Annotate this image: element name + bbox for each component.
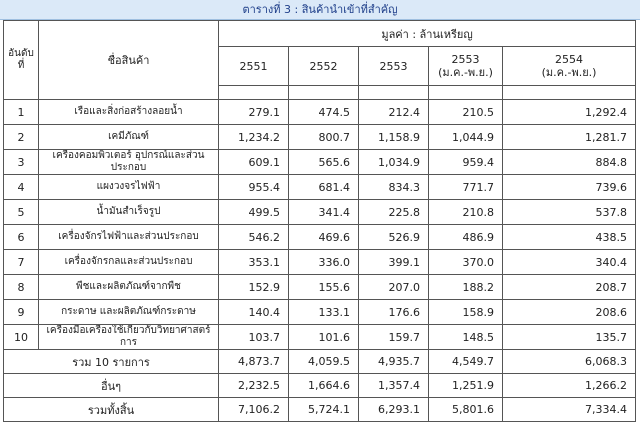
value-cell: 208.7 — [503, 275, 636, 300]
total-value-cell: 6,068.3 — [503, 350, 636, 374]
value-cell: 208.6 — [503, 300, 636, 325]
import-table — [3, 20, 636, 422]
total-row — [4, 398, 636, 422]
rank-cell: 1 — [4, 100, 39, 125]
year-header: 2551 — [219, 47, 289, 86]
total-value-cell: 4,935.7 — [359, 350, 429, 374]
product-name-cell: แผงวงจรไฟฟ้า — [39, 175, 219, 200]
value-cell: 159.7 — [359, 325, 429, 350]
value-cell: 279.1 — [219, 100, 289, 125]
total-label-cell: อื่นๆ — [4, 374, 219, 398]
blank-cell — [219, 86, 289, 100]
rank-cell: 8 — [4, 275, 39, 300]
value-cell: 438.5 — [503, 225, 636, 250]
value-cell: 739.6 — [503, 175, 636, 200]
table-row — [4, 275, 636, 300]
total-value-cell: 5,801.6 — [429, 398, 503, 422]
total-value-cell: 1,266.2 — [503, 374, 636, 398]
value-cell: 103.7 — [219, 325, 289, 350]
value-cell: 140.4 — [219, 300, 289, 325]
rank-cell: 9 — [4, 300, 39, 325]
value-cell: 212.4 — [359, 100, 429, 125]
value-cell: 565.6 — [289, 150, 359, 175]
year-header: 2553 — [359, 47, 429, 86]
value-cell: 155.6 — [289, 275, 359, 300]
value-cell: 955.4 — [219, 175, 289, 200]
table-row — [4, 225, 636, 250]
total-value-cell: 4,059.5 — [289, 350, 359, 374]
table-row — [4, 325, 636, 350]
value-cell: 800.7 — [289, 125, 359, 150]
value-cell: 101.6 — [289, 325, 359, 350]
product-name-cell: เรือและสิ่งก่อสร้างลอยน้ำ — [39, 100, 219, 125]
value-cell: 176.6 — [359, 300, 429, 325]
total-value-cell: 4,549.7 — [429, 350, 503, 374]
value-unit-header: มูลค่า : ล้านเหรียญ — [219, 21, 636, 47]
product-name-cell: เครื่องจักรกลและส่วนประกอบ — [39, 250, 219, 275]
table-row — [4, 125, 636, 150]
value-cell: 148.5 — [429, 325, 503, 350]
total-label-cell: รวมทั้งสิ้น — [4, 398, 219, 422]
value-cell: 341.4 — [289, 200, 359, 225]
value-cell: 1,292.4 — [503, 100, 636, 125]
value-cell: 188.2 — [429, 275, 503, 300]
value-cell: 399.1 — [359, 250, 429, 275]
total-value-cell: 4,873.7 — [219, 350, 289, 374]
value-cell: 1,234.2 — [219, 125, 289, 150]
year-header: 2552 — [289, 47, 359, 86]
blank-cell — [359, 86, 429, 100]
value-cell: 207.0 — [359, 275, 429, 300]
rank-cell: 3 — [4, 150, 39, 175]
rank-cell: 10 — [4, 325, 39, 350]
rank-cell: 6 — [4, 225, 39, 250]
total-value-cell: 1,664.6 — [289, 374, 359, 398]
table-row — [4, 200, 636, 225]
year-header: 2554 (ม.ค.-พ.ย.) — [503, 47, 636, 86]
value-cell: 884.8 — [503, 150, 636, 175]
table-title: ตารางที่ 3 : สินค้านำเข้าที่สำคัญ — [0, 0, 640, 20]
rank-cell: 4 — [4, 175, 39, 200]
blank-cell — [429, 86, 503, 100]
product-name-cell: เครื่องคอมพิวเตอร์ อุปกรณ์และส่วนประกอบ — [39, 150, 219, 175]
value-cell: 1,034.9 — [359, 150, 429, 175]
total-value-cell: 7,334.4 — [503, 398, 636, 422]
table-row — [4, 300, 636, 325]
product-name-cell: พืชและผลิตภัณฑ์จากพืช — [39, 275, 219, 300]
total-value-cell: 2,232.5 — [219, 374, 289, 398]
blank-cell — [503, 86, 636, 100]
product-name-cell: เครื่องมือเครื่องใช้เกี่ยวกับวิทยาศาสตร์การ — [39, 325, 219, 350]
total-value-cell: 6,293.1 — [359, 398, 429, 422]
value-cell: 210.5 — [429, 100, 503, 125]
value-cell: 370.0 — [429, 250, 503, 275]
rank-header: อันดับที่ — [4, 21, 39, 100]
total-value-cell: 1,357.4 — [359, 374, 429, 398]
total-row — [4, 374, 636, 398]
product-name-cell: น้ำมันสำเร็จรูป — [39, 200, 219, 225]
value-cell: 681.4 — [289, 175, 359, 200]
value-cell: 537.8 — [503, 200, 636, 225]
value-cell: 834.3 — [359, 175, 429, 200]
rank-cell: 2 — [4, 125, 39, 150]
value-cell: 609.1 — [219, 150, 289, 175]
product-name-cell: เคมีภัณฑ์ — [39, 125, 219, 150]
blank-cell — [289, 86, 359, 100]
product-name-cell: กระดาษ และผลิตภัณฑ์กระดาษ — [39, 300, 219, 325]
value-cell: 499.5 — [219, 200, 289, 225]
table-row — [4, 150, 636, 175]
value-cell: 469.6 — [289, 225, 359, 250]
value-cell: 1,158.9 — [359, 125, 429, 150]
value-cell: 771.7 — [429, 175, 503, 200]
value-cell: 135.7 — [503, 325, 636, 350]
value-cell: 474.5 — [289, 100, 359, 125]
value-cell: 526.9 — [359, 225, 429, 250]
value-cell: 225.8 — [359, 200, 429, 225]
total-value-cell: 7,106.2 — [219, 398, 289, 422]
table-row — [4, 175, 636, 200]
value-cell: 336.0 — [289, 250, 359, 275]
value-cell: 210.8 — [429, 200, 503, 225]
rank-cell: 5 — [4, 200, 39, 225]
value-cell: 959.4 — [429, 150, 503, 175]
product-header: ชื่อสินค้า — [39, 21, 219, 100]
table-row — [4, 100, 636, 125]
total-label-cell: รวม 10 รายการ — [4, 350, 219, 374]
value-cell: 152.9 — [219, 275, 289, 300]
value-cell: 133.1 — [289, 300, 359, 325]
value-cell: 158.9 — [429, 300, 503, 325]
total-value-cell: 1,251.9 — [429, 374, 503, 398]
value-cell: 1,044.9 — [429, 125, 503, 150]
value-cell: 340.4 — [503, 250, 636, 275]
total-row — [4, 350, 636, 374]
value-cell: 486.9 — [429, 225, 503, 250]
value-cell: 1,281.7 — [503, 125, 636, 150]
rank-cell: 7 — [4, 250, 39, 275]
value-cell: 353.1 — [219, 250, 289, 275]
total-value-cell: 5,724.1 — [289, 398, 359, 422]
table-row — [4, 250, 636, 275]
value-cell: 546.2 — [219, 225, 289, 250]
product-name-cell: เครื่องจักรไฟฟ้าและส่วนประกอบ — [39, 225, 219, 250]
year-header: 2553 (ม.ค.-พ.ย.) — [429, 47, 503, 86]
